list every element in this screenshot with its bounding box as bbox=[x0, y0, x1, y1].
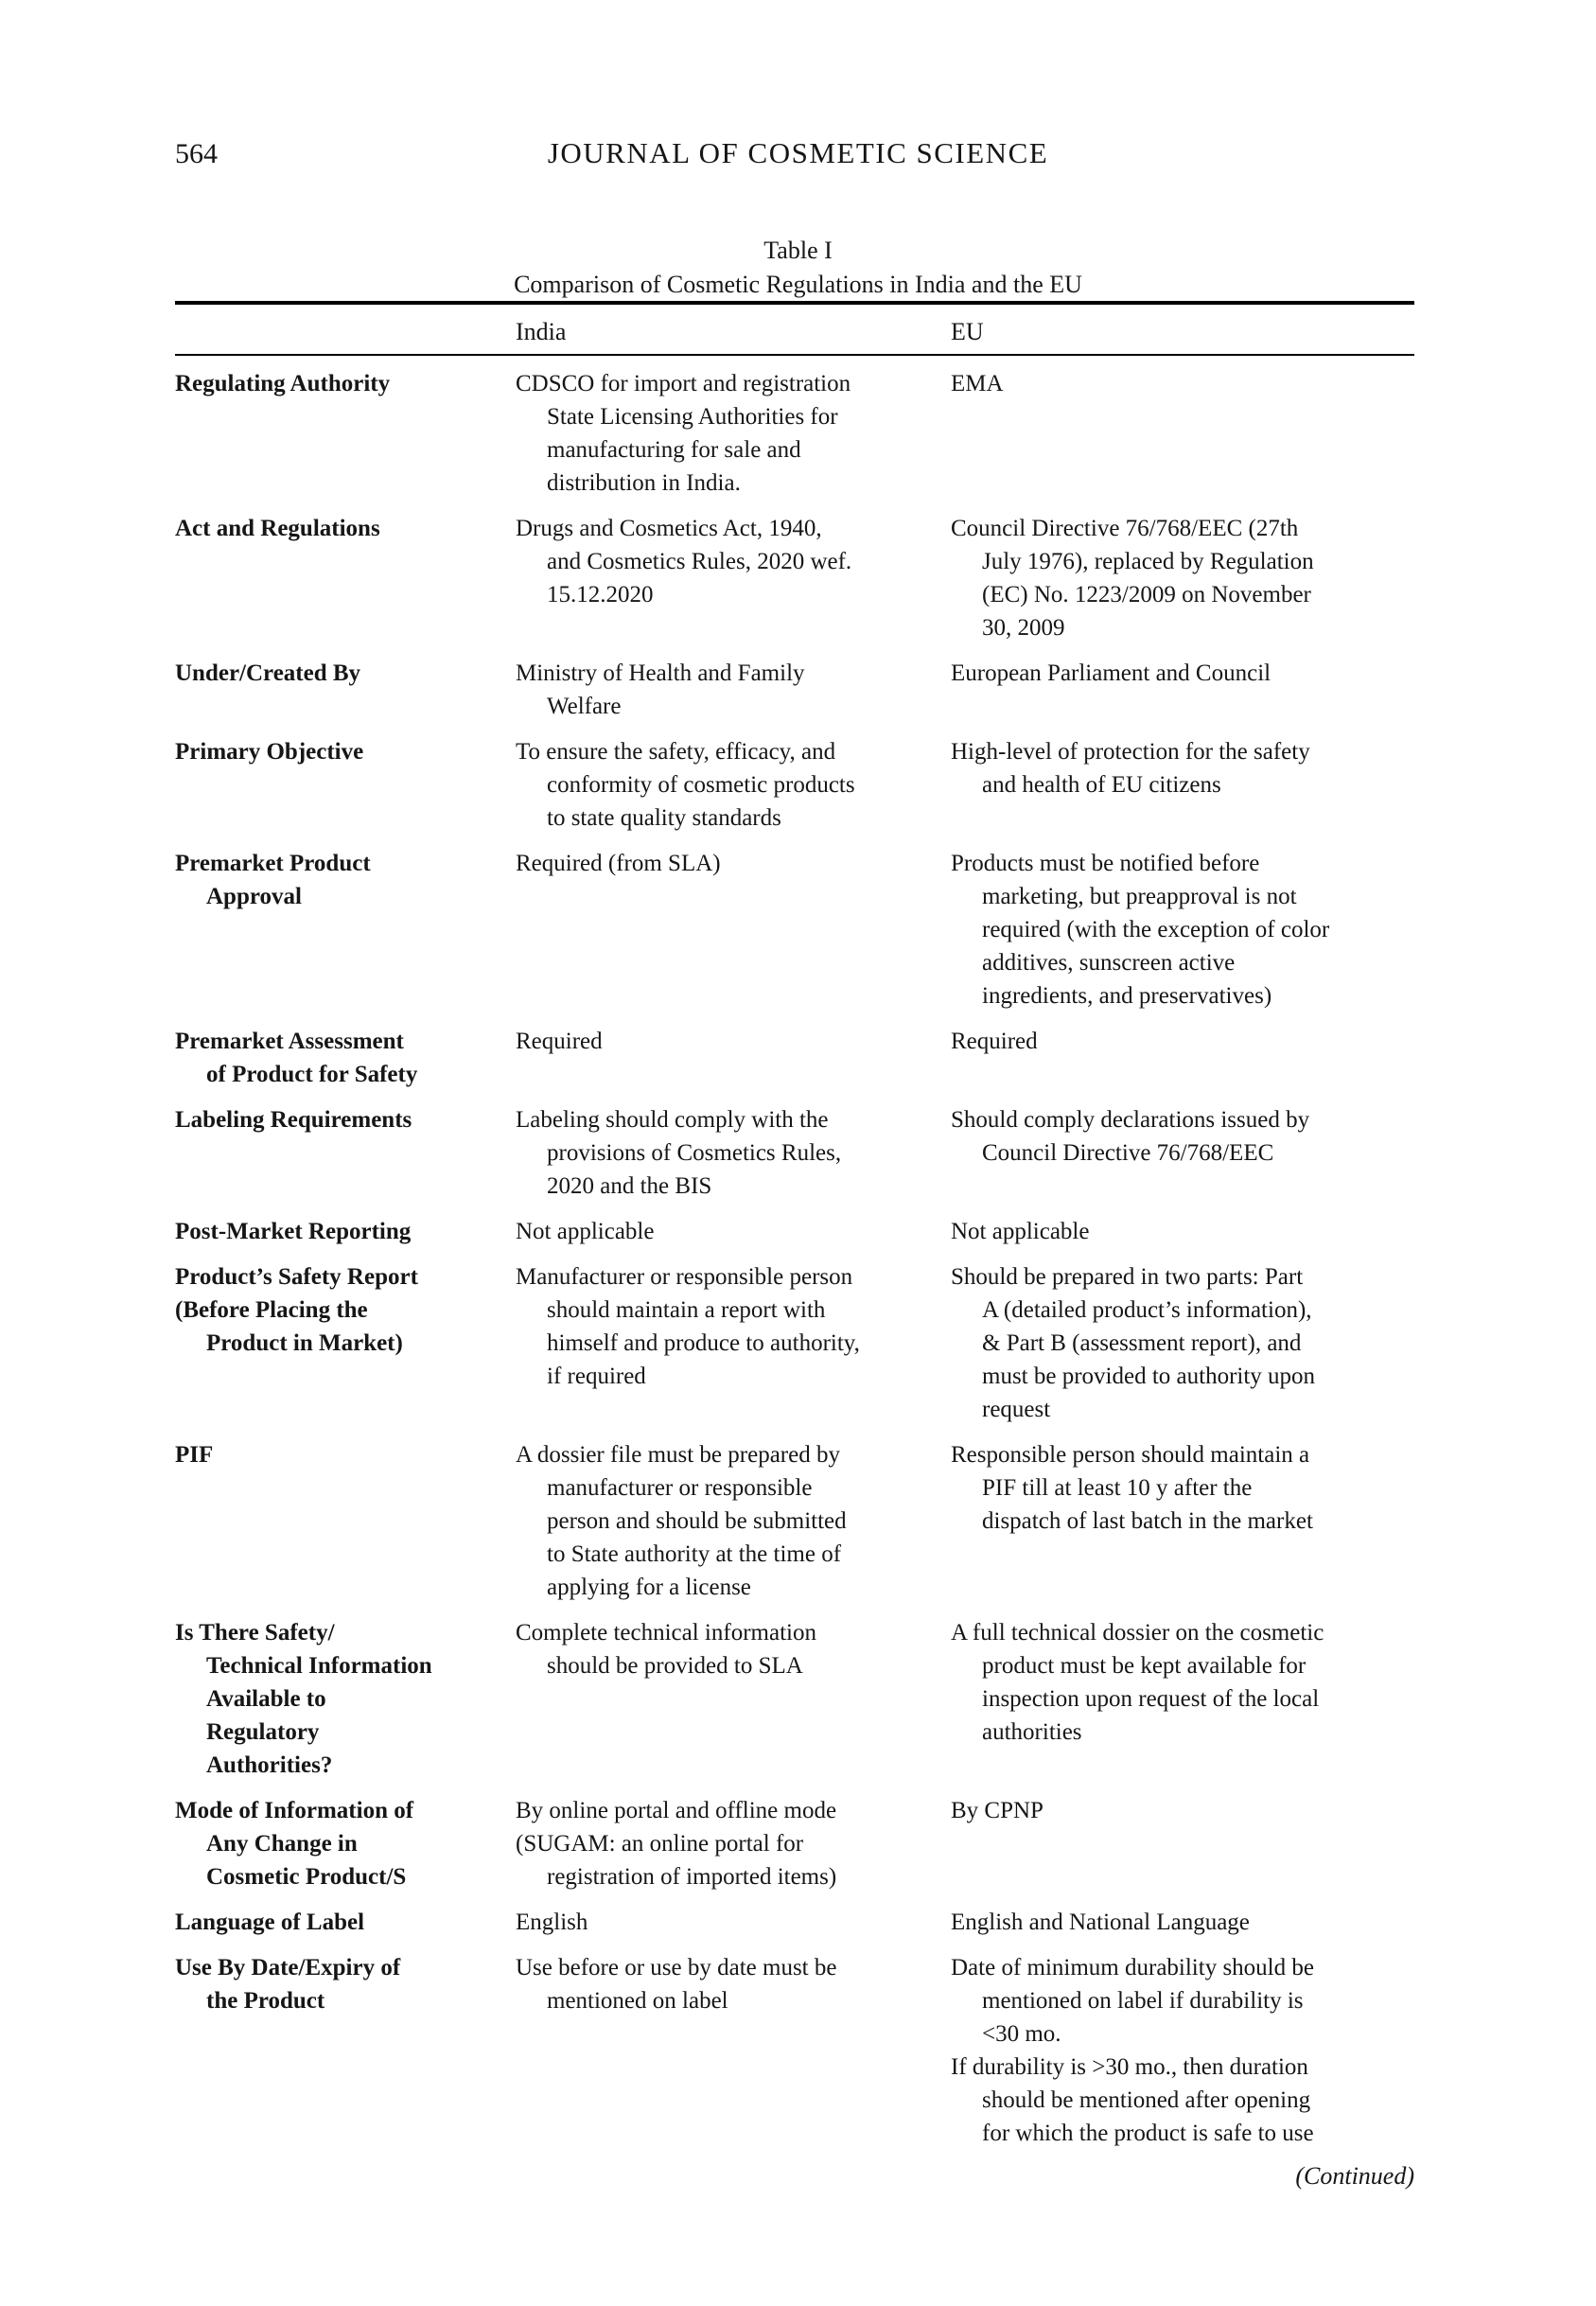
cell-line: distribution in India. bbox=[547, 470, 741, 496]
table-title: Table I bbox=[763, 237, 833, 264]
cell-line: Required bbox=[951, 1029, 1038, 1054]
cell-line: Date of minimum durability should be bbox=[951, 1955, 1314, 1980]
cell-line: Required bbox=[516, 1029, 603, 1054]
cell-line: himself and produce to authority, bbox=[547, 1330, 860, 1356]
table-row bbox=[175, 512, 1414, 644]
cell-line: must be provided to authority upon bbox=[982, 1364, 1316, 1389]
table-top-rule bbox=[175, 301, 1414, 305]
row-label-cell bbox=[175, 512, 516, 644]
cell-line: European Parliament and Council bbox=[951, 660, 1272, 686]
cell-line: product must be kept available for bbox=[982, 1653, 1307, 1679]
eu-cell bbox=[951, 1438, 1414, 1604]
row-label-cell bbox=[175, 1438, 516, 1604]
table-row bbox=[175, 367, 1414, 500]
row-label-cell bbox=[175, 1103, 516, 1203]
cell-line: High-level of protection for the safety bbox=[951, 739, 1310, 765]
cell-line: Available to bbox=[206, 1686, 326, 1712]
eu-cell bbox=[951, 1616, 1414, 1782]
row-label-cell bbox=[175, 1215, 516, 1248]
cell-line: 30, 2009 bbox=[982, 615, 1065, 641]
cell-line: Post-Market Reporting bbox=[175, 1219, 412, 1244]
cell-line: Welfare bbox=[547, 694, 622, 719]
cell-line: Products must be notified before bbox=[951, 851, 1260, 876]
india-cell bbox=[516, 1215, 951, 1248]
cell-line: to state quality standards bbox=[547, 805, 781, 831]
cell-line: Use By Date/Expiry of bbox=[175, 1955, 401, 1980]
cell-line: State Licensing Authorities for bbox=[547, 404, 838, 430]
table-header-rule bbox=[175, 354, 1414, 356]
cell-line: If durability is >30 mo., then duration bbox=[951, 2054, 1308, 2080]
table-row bbox=[175, 657, 1414, 723]
cell-line: Required (from SLA) bbox=[516, 851, 721, 876]
table-row bbox=[175, 1906, 1414, 1939]
cell-line: Under/Created By bbox=[175, 660, 361, 686]
cell-line: manufacturer or responsible bbox=[547, 1475, 813, 1501]
eu-cell bbox=[951, 1215, 1414, 1248]
cell-line: PIF bbox=[175, 1442, 214, 1468]
row-label-cell bbox=[175, 847, 516, 1012]
column-header-india: India bbox=[516, 318, 567, 345]
india-cell bbox=[516, 1906, 951, 1939]
cell-line: person and should be submitted bbox=[547, 1508, 847, 1534]
table-row bbox=[175, 1025, 1414, 1091]
eu-cell bbox=[951, 1794, 1414, 1893]
cell-line: Approval bbox=[206, 884, 302, 909]
journal-header: JOURNAL OF COSMETIC SCIENCE bbox=[547, 136, 1049, 169]
india-cell bbox=[516, 512, 951, 644]
cell-line: By CPNP bbox=[951, 1798, 1044, 1823]
cell-line: marketing, but preapproval is not bbox=[982, 884, 1297, 909]
cell-line: of Product for Safety bbox=[206, 1062, 418, 1087]
cell-line: Technical Information bbox=[206, 1653, 432, 1679]
cell-line: dispatch of last batch in the market bbox=[982, 1508, 1313, 1534]
india-cell bbox=[516, 847, 951, 1012]
table-caption bbox=[0, 234, 1596, 302]
eu-cell bbox=[951, 1103, 1414, 1203]
cell-line: A dossier file must be prepared by bbox=[516, 1442, 840, 1468]
eu-cell bbox=[951, 847, 1414, 1012]
india-cell bbox=[516, 1951, 951, 2150]
cell-line: Ministry of Health and Family bbox=[516, 660, 805, 686]
cell-line: Complete technical information bbox=[516, 1620, 816, 1646]
table-row bbox=[175, 847, 1414, 1012]
india-cell bbox=[516, 1438, 951, 1604]
cell-line: 2020 and the BIS bbox=[547, 1173, 712, 1199]
row-label-cell bbox=[175, 735, 516, 835]
cell-line: A full technical dossier on the cosmetic bbox=[951, 1620, 1324, 1646]
cell-line: July 1976), replaced by Regulation bbox=[982, 549, 1314, 574]
cell-line: Is There Safety/ bbox=[175, 1620, 335, 1646]
cell-line: Council Directive 76/768/EEC bbox=[982, 1140, 1274, 1166]
cell-line: Regulatory bbox=[206, 1719, 320, 1745]
cell-line: Premarket Assessment bbox=[175, 1029, 404, 1054]
table-row bbox=[175, 1438, 1414, 1604]
cell-line: conformity of cosmetic products bbox=[547, 772, 855, 798]
table-body bbox=[175, 367, 1414, 2150]
row-label-cell bbox=[175, 1951, 516, 2150]
cell-line: Not applicable bbox=[516, 1219, 655, 1244]
row-label-cell bbox=[175, 1616, 516, 1782]
india-cell bbox=[516, 657, 951, 723]
cell-line: & Part B (assessment report), and bbox=[982, 1330, 1302, 1356]
cell-line: Council Directive 76/768/EEC (27th bbox=[951, 516, 1299, 541]
row-label-cell bbox=[175, 1906, 516, 1939]
cell-line: required (with the exception of color bbox=[982, 917, 1330, 942]
row-label-cell bbox=[175, 657, 516, 723]
cell-line: and health of EU citizens bbox=[982, 772, 1221, 798]
row-label-cell bbox=[175, 367, 516, 500]
eu-cell bbox=[951, 735, 1414, 835]
cell-line: mentioned on label if durability is bbox=[982, 1988, 1304, 2014]
cell-line: Not applicable bbox=[951, 1219, 1090, 1244]
cell-line: should be provided to SLA bbox=[547, 1653, 803, 1679]
cell-line: <30 mo. bbox=[982, 2021, 1061, 2047]
cell-line: inspection upon request of the local bbox=[982, 1686, 1320, 1712]
eu-cell bbox=[951, 367, 1414, 500]
table-row bbox=[175, 1215, 1414, 1248]
cell-line: EMA bbox=[951, 371, 1004, 396]
cell-line: Labeling Requirements bbox=[175, 1107, 412, 1133]
cell-line: Language of Label bbox=[175, 1910, 365, 1935]
india-cell bbox=[516, 367, 951, 500]
eu-cell bbox=[951, 1951, 1414, 2150]
cell-line: Mode of Information of bbox=[175, 1798, 414, 1823]
cell-line: Regulating Authority bbox=[175, 371, 391, 396]
cell-line: for which the product is safe to use bbox=[982, 2121, 1314, 2146]
cell-line: registration of imported items) bbox=[547, 1864, 837, 1890]
cell-line: Primary Objective bbox=[175, 739, 364, 765]
cell-line: (SUGAM: an online portal for bbox=[516, 1831, 804, 1857]
table-row bbox=[175, 1794, 1414, 1893]
cell-line: Labeling should comply with the bbox=[516, 1107, 829, 1133]
cell-line: Premarket Product bbox=[175, 851, 371, 876]
column-header-empty bbox=[175, 315, 516, 349]
table-subtitle: Comparison of Cosmetic Regulations in India and the EU bbox=[514, 271, 1082, 298]
cell-line: PIF till at least 10 y after the bbox=[982, 1475, 1253, 1501]
row-label-cell bbox=[175, 1025, 516, 1091]
india-cell bbox=[516, 735, 951, 835]
cell-line: English bbox=[516, 1910, 588, 1935]
cell-line: Product’s Safety Report bbox=[175, 1264, 418, 1290]
cell-line: English and National Language bbox=[951, 1910, 1250, 1935]
table-row bbox=[175, 735, 1414, 835]
cell-line: mentioned on label bbox=[547, 1988, 728, 2014]
cell-line: provisions of Cosmetics Rules, bbox=[547, 1140, 842, 1166]
cell-line: A (detailed product’s information), bbox=[982, 1297, 1312, 1323]
cell-line: To ensure the safety, efficacy, and bbox=[516, 739, 836, 765]
page-number: 564 bbox=[175, 138, 218, 169]
cell-line: to State authority at the time of bbox=[547, 1541, 842, 1567]
eu-cell bbox=[951, 1260, 1414, 1426]
cell-line: Cosmetic Product/S bbox=[206, 1864, 407, 1890]
table-row bbox=[175, 1616, 1414, 1782]
eu-cell bbox=[951, 512, 1414, 644]
eu-cell bbox=[951, 1906, 1414, 1939]
cell-line: applying for a license bbox=[547, 1575, 751, 1600]
cell-line: should be mentioned after opening bbox=[982, 2087, 1311, 2113]
table-row bbox=[175, 1260, 1414, 1426]
cell-line: CDSCO for import and registration bbox=[516, 371, 851, 396]
cell-line: Act and Regulations bbox=[175, 516, 380, 541]
eu-cell bbox=[951, 1025, 1414, 1091]
cell-line: Should be prepared in two parts: Part bbox=[951, 1264, 1304, 1290]
cell-line: request bbox=[982, 1397, 1051, 1422]
cell-line: additives, sunscreen active bbox=[982, 950, 1236, 976]
cell-line: Use before or use by date must be bbox=[516, 1955, 837, 1980]
india-cell bbox=[516, 1103, 951, 1203]
cell-line: 15.12.2020 bbox=[547, 582, 654, 607]
table-row bbox=[175, 1951, 1414, 2150]
row-label-cell bbox=[175, 1260, 516, 1426]
row-label-cell bbox=[175, 1794, 516, 1893]
cell-line: the Product bbox=[206, 1988, 325, 2014]
cell-line: (EC) No. 1223/2009 on November bbox=[982, 582, 1311, 607]
column-header-row bbox=[175, 315, 1414, 349]
cell-line: should maintain a report with bbox=[547, 1297, 826, 1323]
cell-line: ingredients, and preservatives) bbox=[982, 983, 1272, 1009]
cell-line: Drugs and Cosmetics Act, 1940, bbox=[516, 516, 822, 541]
eu-cell bbox=[951, 657, 1414, 723]
cell-line: manufacturing for sale and bbox=[547, 437, 801, 463]
india-cell bbox=[516, 1794, 951, 1893]
cell-line: authorities bbox=[982, 1719, 1082, 1745]
india-cell bbox=[516, 1616, 951, 1782]
cell-line: Product in Market) bbox=[206, 1330, 403, 1356]
india-cell bbox=[516, 1260, 951, 1426]
column-header-eu: EU bbox=[951, 318, 984, 345]
cell-line: Manufacturer or responsible person bbox=[516, 1264, 853, 1290]
cell-line: and Cosmetics Rules, 2020 wef. bbox=[547, 549, 852, 574]
cell-line: if required bbox=[547, 1364, 646, 1389]
cell-line: By online portal and offline mode bbox=[516, 1798, 837, 1823]
cell-line: (Before Placing the bbox=[175, 1297, 368, 1323]
cell-line: Authorities? bbox=[206, 1752, 333, 1778]
cell-line: Any Change in bbox=[206, 1831, 358, 1857]
india-cell bbox=[516, 1025, 951, 1091]
cell-line: Should comply declarations issued by bbox=[951, 1107, 1310, 1133]
continued-note: (Continued) bbox=[1295, 2162, 1414, 2190]
table-row bbox=[175, 1103, 1414, 1203]
cell-line: Responsible person should maintain a bbox=[951, 1442, 1310, 1468]
